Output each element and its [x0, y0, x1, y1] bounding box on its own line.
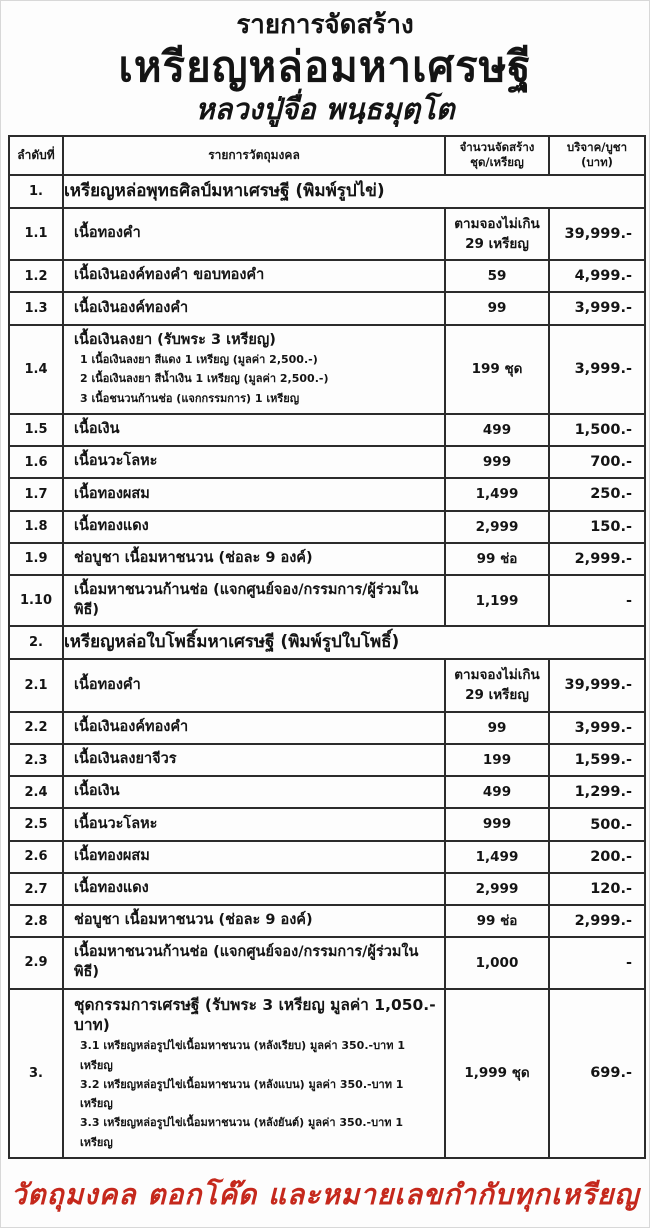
price-cell: 1,299.-: [549, 776, 645, 808]
item-cell: [63, 873, 445, 905]
item-label: เนื้อทองคำ: [74, 676, 141, 693]
price-cell: 2,999.-: [549, 905, 645, 937]
table-header: [9, 136, 645, 175]
row-number: 1.6: [9, 446, 63, 478]
item-label: เนื้อทองผสม: [74, 847, 150, 864]
item-cell: [63, 478, 445, 510]
item-cell: [63, 744, 445, 776]
item-cell: [63, 511, 445, 543]
table-row: [9, 478, 645, 510]
item-sub-line: 3.3 เหรียญหล่อรูปไข่เนื้อมหาชนวน (หลังยันต์) มูลค่า 350.-บาท 1 เหรียญ: [80, 1116, 403, 1149]
item-cell: [63, 937, 445, 988]
price-cell: 1,599.-: [549, 744, 645, 776]
item-sub-line: 1 เนื้อเงินลงยา สีแดง 1 เหรียญ (มูลค่า 2,500.-): [80, 353, 318, 367]
quantity-value: 1,499: [475, 486, 519, 503]
item-cell: [63, 776, 445, 808]
quantity-line2: 29 เหรียญ: [465, 235, 529, 252]
quantity-value: 99: [487, 300, 507, 317]
item-cell: [63, 325, 445, 414]
row-number: 1.7: [9, 478, 63, 510]
row-number: 1.: [9, 175, 63, 208]
item-cell: [63, 543, 445, 575]
item-label: เนื้อทองคำ: [74, 224, 141, 241]
quantity-cell: [445, 446, 549, 478]
row-number: 1.10: [9, 575, 63, 626]
price-cell: 120.-: [549, 873, 645, 905]
quantity-cell: [445, 511, 549, 543]
row-number: 2.8: [9, 905, 63, 937]
price-cell: 150.-: [549, 511, 645, 543]
item-sub-line: 2 เนื้อเงินลงยา สีน้ำเงิน 1 เหรียญ (มูลค่า 2,500.-): [80, 372, 329, 386]
item-label: เนื้อเงิน: [74, 421, 120, 438]
row-number: 2.4: [9, 776, 63, 808]
item-label: เนื้อทองผสม: [74, 485, 150, 502]
price-cell: 1,500.-: [549, 414, 645, 446]
item-label: เนื้อเงินองค์ทองคำ: [74, 718, 189, 735]
quantity-cell: [445, 712, 549, 744]
item-label: เนื้อเงินลงยา (รับพระ 3 เหรียญ): [74, 331, 276, 348]
quantity-cell: [445, 543, 549, 575]
row-number: 2.6: [9, 841, 63, 873]
price-cell: 250.-: [549, 478, 645, 510]
price-cell: -: [549, 575, 645, 626]
table-row: [9, 260, 645, 292]
section-title: เหรียญหล่อพุทธศิลป์มหาเศรษฐี (พิมพ์รูปไข่): [63, 175, 645, 208]
price-cell: 4,999.-: [549, 260, 645, 292]
quantity-line2: 29 เหรียญ: [465, 687, 529, 704]
item-cell: [63, 841, 445, 873]
header-price: [549, 136, 645, 175]
quantity-line1: ตามจองไม่เกิน: [454, 667, 540, 684]
row-number: 1.2: [9, 260, 63, 292]
table-row: [9, 543, 645, 575]
quantity-cell: [445, 905, 549, 937]
item-cell: [63, 659, 445, 712]
quantity-value: 199 ชุด: [471, 361, 523, 378]
item-label: เนื้อเงินลงยาจีวร: [74, 751, 177, 768]
row-number: 2.5: [9, 808, 63, 840]
row-number: 1.4: [9, 325, 63, 414]
document-header: [8, 11, 642, 127]
quantity-cell: [445, 575, 549, 626]
price-cell: 500.-: [549, 808, 645, 840]
item-cell: [63, 208, 445, 261]
header-price-line2: (บาท): [581, 155, 613, 170]
item-cell: [63, 989, 445, 1158]
header-no: ลำดับที่: [9, 136, 63, 175]
quantity-cell: [445, 873, 549, 905]
quantity-cell: [445, 776, 549, 808]
item-cell: [63, 575, 445, 626]
header-qty-line2: ชุด/เหรียญ: [470, 155, 524, 170]
item-label: เนื้อเงินองค์ทองคำ ขอบทองคำ: [74, 267, 265, 284]
quantity-value: 99: [487, 719, 507, 736]
price-cell: 699.-: [549, 989, 645, 1158]
table-row: [9, 776, 645, 808]
table-row: [9, 208, 645, 261]
item-sub-line: 3.2 เหรียญหล่อรูปไข่เนื้อมหาชนวน (หลังแบน) มูลค่า 350.-บาท 1 เหรียญ: [80, 1077, 404, 1111]
row-number: 1.9: [9, 543, 63, 575]
quantity-cell: [445, 260, 549, 292]
header-price-line1: บริจาค/บูชา: [566, 139, 628, 154]
row-number: 2.9: [9, 937, 63, 988]
price-cell: 3,999.-: [549, 712, 645, 744]
row-number: 2.1: [9, 659, 63, 712]
item-label: ช่อบูชา เนื้อมหาชนวน (ช่อละ 9 องค์): [74, 550, 313, 567]
row-number: 1.8: [9, 511, 63, 543]
quantity-value: 999: [482, 454, 512, 471]
quantity-value: 1,999 ชุด: [464, 1065, 530, 1082]
table-row: [9, 905, 645, 937]
quantity-value: 59: [487, 268, 507, 284]
quantity-value: 499: [482, 421, 512, 438]
quantity-cell: [445, 414, 549, 446]
quantity-value: 199: [482, 751, 512, 768]
quantity-value: 999: [482, 816, 512, 833]
page-title-line2: เหรียญหล่อมหาเศรษฐี: [118, 41, 532, 91]
quantity-cell: [445, 325, 549, 414]
item-label: ช่อบูชา เนื้อมหาชนวน (ช่อละ 9 องค์): [74, 912, 313, 929]
table-row: [9, 325, 645, 414]
header-item: รายการวัตถุมงคล: [63, 136, 445, 175]
production-price-table: [8, 135, 646, 1159]
quantity-cell: [445, 292, 549, 324]
row-number: 2.: [9, 626, 63, 659]
item-label: เนื้อนวะโลหะ: [74, 815, 158, 832]
item-cell: [63, 292, 445, 324]
quantity-cell: [445, 937, 549, 988]
table-row: [9, 808, 645, 840]
table-row: [9, 575, 645, 626]
item-cell: [63, 712, 445, 744]
quantity-value: 2,999: [475, 518, 519, 535]
table-row: [9, 712, 645, 744]
quantity-cell: [445, 841, 549, 873]
item-sub-line: 3.1 เหรียญหล่อรูปไข่เนื้อมหาชนวน (หลังเรียบ) มูลค่า 350.-บาท 1 เหรียญ: [80, 1039, 405, 1072]
table-row: [9, 744, 645, 776]
quantity-cell: [445, 808, 549, 840]
row-number: 1.3: [9, 292, 63, 324]
quantity-value: 1,199: [475, 592, 519, 609]
item-cell: [63, 905, 445, 937]
row-number: 1.1: [9, 208, 63, 261]
price-cell: 3,999.-: [549, 292, 645, 324]
item-label: เนื้อมหาชนวนก้านช่อ (แจกศูนย์จอง/กรรมการ/ผู้ร่วมในพิธี): [74, 944, 419, 980]
item-cell: [63, 808, 445, 840]
page-title-line1: รายการจัดสร้าง: [236, 10, 414, 40]
row-number: 3.: [9, 989, 63, 1158]
item-cell: [63, 414, 445, 446]
table-row: [9, 873, 645, 905]
table-row: [9, 414, 645, 446]
row-number: 2.7: [9, 873, 63, 905]
item-cell: [63, 446, 445, 478]
item-cell: [63, 260, 445, 292]
item-label: เนื้อทองแดง: [74, 517, 149, 534]
table-row: [9, 659, 645, 712]
price-cell: -: [549, 937, 645, 988]
item-label: ชุดกรรมการเศรษฐี (รับพระ 3 เหรียญ มูลค่า 1,050.-บาท): [74, 995, 436, 1035]
table-body: [9, 175, 645, 1158]
quantity-cell: [445, 208, 549, 261]
price-cell: 39,999.-: [549, 208, 645, 261]
row-number: 2.2: [9, 712, 63, 744]
header-qty: [445, 136, 549, 175]
table-row: [9, 511, 645, 543]
quantity-value: 99 ช่อ: [476, 913, 518, 930]
price-cell: 2,999.-: [549, 543, 645, 575]
section-row: [9, 626, 645, 659]
item-label: เนื้อเงิน: [74, 783, 120, 800]
quantity-cell: [445, 659, 549, 712]
quantity-cell: [445, 989, 549, 1158]
header-qty-line1: จำนวนจัดสร้าง: [459, 139, 535, 154]
item-label: เนื้อมหาชนวนก้านช่อ (แจกศูนย์จอง/กรรมการ/ผู้ร่วมในพิธี): [74, 582, 419, 618]
price-cell: 39,999.-: [549, 659, 645, 712]
table-row: [9, 937, 645, 988]
table-header-row: [9, 136, 645, 175]
row-number: 2.3: [9, 744, 63, 776]
quantity-value: 499: [482, 784, 512, 801]
row-number: 1.5: [9, 414, 63, 446]
price-cell: 3,999.-: [549, 325, 645, 414]
quantity-cell: [445, 744, 549, 776]
page-title-line3: หลวงปู่จื่อ พนฺธมุตฺโต: [195, 92, 455, 127]
price-cell: 700.-: [549, 446, 645, 478]
price-cell: 200.-: [549, 841, 645, 873]
quantity-value: 99 ช่อ: [476, 550, 518, 567]
section-title: เหรียญหล่อใบโพธิ์มหาเศรษฐี (พิมพ์รูปใบโพธิ์): [63, 626, 645, 659]
item-label: เนื้อเงินองค์ทองคำ: [74, 299, 189, 316]
table-row: [9, 841, 645, 873]
item-label: เนื้อทองแดง: [74, 880, 149, 897]
item-sub-line: 3 เนื้อชนวนก้านช่อ (แจกกรรมการ) 1 เหรียญ: [80, 391, 300, 405]
table-row: [9, 446, 645, 478]
quantity-value: 1,000: [475, 954, 519, 971]
quantity-cell: [445, 478, 549, 510]
table-row: [9, 989, 645, 1158]
quantity-value: 1,499: [475, 848, 519, 865]
quantity-line1: ตามจองไม่เกิน: [454, 215, 540, 232]
section-row: [9, 175, 645, 208]
footer-note: วัตถุมงคล ตอกโค๊ด และหมายเลขกำกับทุกเหรียญ: [10, 1177, 640, 1211]
quantity-value: 2,999: [475, 880, 519, 897]
item-label: เนื้อนวะโลหะ: [74, 453, 158, 470]
table-row: [9, 292, 645, 324]
